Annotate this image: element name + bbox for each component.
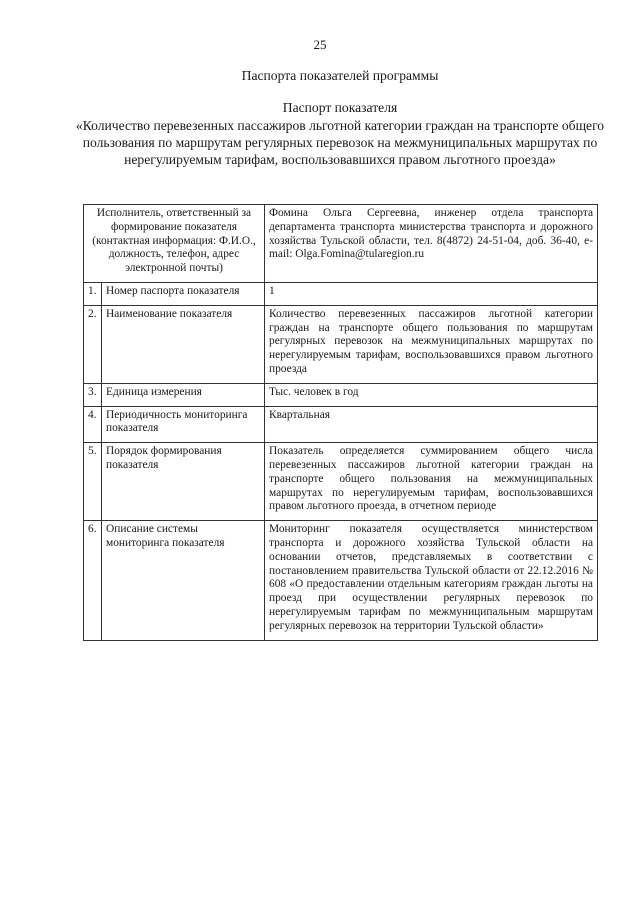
row-value: Тыс. человек в год <box>265 383 598 406</box>
row-number: 1. <box>84 282 102 305</box>
table-row <box>84 406 598 443</box>
row-label: Порядок формирования показателя <box>102 443 265 521</box>
table-row <box>84 305 598 383</box>
table-row <box>84 282 598 305</box>
table-row <box>84 521 598 640</box>
row-value: Мониторинг показателя осуществляется министерством транспорта и дорожного хозяйства Тульской области на основании отчетов, представляемых в соответствии с постановлением правительства Тульской области от 22.12.2016 № 608 «О предоставлении отдельным категориям граждан льготы на проезд при осуществлении регулярных перевозок по нерегулируемым тарифам по межмуниципальным маршрутам регулярных перевозок на территории Тульской области» <box>265 521 598 640</box>
row-value: Квартальная <box>265 406 598 443</box>
row-number: 5. <box>84 443 102 521</box>
row-value: Количество перевезенных пассажиров льготной категории граждан на транспорте общего пользования по маршрутам регулярных перевозок на межмуниципальных маршрутах по нерегулируемым тарифам, воспользовавшихся правом льготного проезда <box>265 305 598 383</box>
contact-row <box>84 205 598 283</box>
row-value: 1 <box>265 282 598 305</box>
passport-title: Паспорт показателя <box>282 100 398 115</box>
table-row <box>84 383 598 406</box>
row-number: 6. <box>84 521 102 640</box>
contact-value: Фомина Ольга Сергеевна, инженер отдела транспорта департамента транспорта министерства транспорта и дорожного хозяйства Тульской области, тел. 8(4872) 24-51-04, доб. 36-40, e-mail: Olga.Fomina@tularegion.ru <box>265 205 598 283</box>
row-label: Периодичность мониторинга показателя <box>102 406 265 443</box>
contact-label: Исполнитель, ответственный за формирование показателя (контактная информация: Ф.И.О., должность, телефон, адрес электронной почты) <box>84 205 265 283</box>
indicator-passport-table <box>83 204 598 641</box>
row-label: Описание системы мониторинга показателя <box>102 521 265 640</box>
row-number: 3. <box>84 383 102 406</box>
row-label: Единица измерения <box>102 383 265 406</box>
row-number: 2. <box>84 305 102 383</box>
row-label: Номер паспорта показателя <box>102 282 265 305</box>
page-number: 25 <box>313 37 327 52</box>
row-number: 4. <box>84 406 102 443</box>
table-row <box>84 443 598 521</box>
row-value: Показатель определяется суммированием общего числа перевезенных пассажиров льготной категории граждан на транспорте общего пользования на межмуниципальных маршрутах по нерегулируемым тарифам, воспользовавшихся правом льготного проезда, в отчетном периоде <box>265 443 598 521</box>
row-label: Наименование показателя <box>102 305 265 383</box>
indicator-title: «Количество перевезенных пассажиров льготной категории граждан на транспорте общего пользования по маршрутам регулярных перевозок на межмуниципальных маршрутах по нерегулируемым тарифам, воспользовавшихся правом льготного проезда» <box>75 118 605 167</box>
section-title: Паспорта показателей программы <box>241 68 439 83</box>
